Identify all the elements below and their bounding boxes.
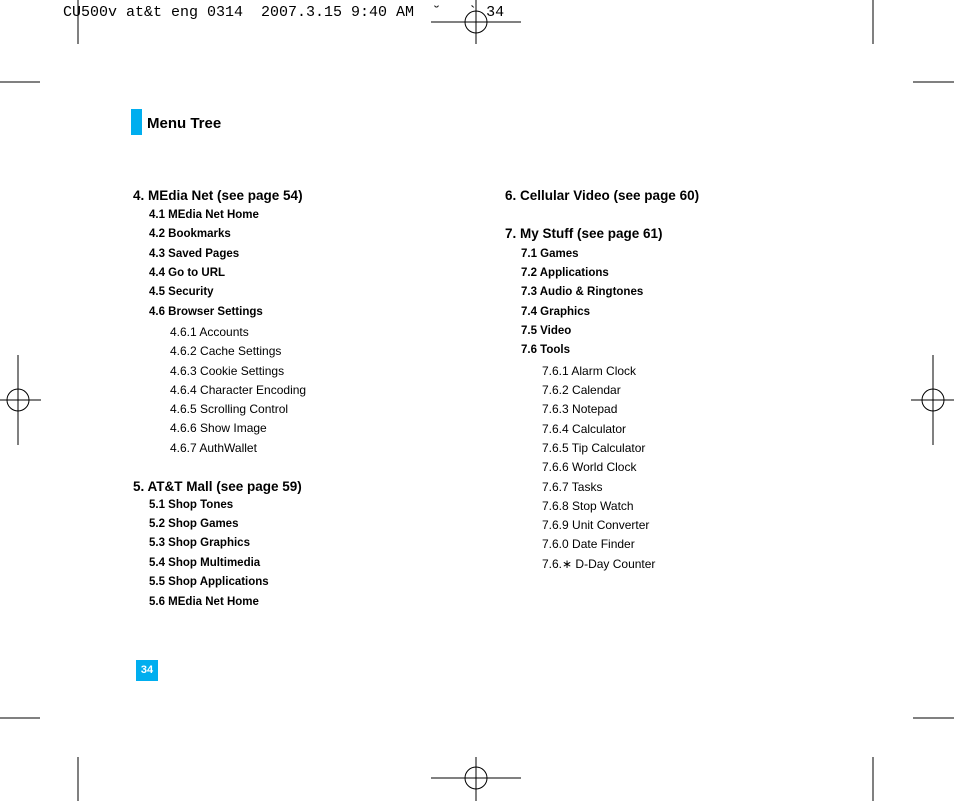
menu-item: 7.6 Tools (521, 344, 570, 356)
submenu-item: 7.6.7 Tasks (542, 480, 603, 494)
menu-item: 5.4 Shop Multimedia (149, 557, 261, 569)
submenu-item: 4.6.1 Accounts (170, 325, 249, 339)
submenu-item: 4.6.3 Cookie Settings (170, 364, 285, 378)
submenu-item: 7.6.4 Calculator (542, 422, 627, 436)
page-title: Menu Tree (147, 115, 222, 132)
submenu-item: 7.6.3 Notepad (542, 402, 618, 416)
submenu-item: 4.6.6 Show Image (170, 421, 267, 435)
section-title-my-stuff: 7. My Stuff (see page 61) (505, 226, 663, 241)
header-accent-bar (131, 109, 142, 135)
page-number-badge: 34 (136, 660, 158, 681)
submenu-item: 7.6.2 Calendar (542, 383, 621, 397)
print-slug: CU500v at&t eng 0314 2007.3.15 9:40 AM ˘ ` 34 (63, 4, 505, 21)
submenu-item: 7.6.0 Date Finder (542, 537, 635, 551)
menu-item: 5.5 Shop Applications (149, 576, 269, 588)
menu-item: 7.1 Games (521, 248, 579, 260)
submenu-item: 7.6.6 World Clock (542, 460, 637, 474)
submenu-item: 4.6.2 Cache Settings (170, 344, 282, 358)
menu-item: 7.3 Audio & Ringtones (521, 286, 644, 298)
submenu-item: 4.6.4 Character Encoding (170, 383, 307, 397)
submenu-item: 7.6.∗ D-Day Counter (542, 557, 656, 571)
submenu-item: 4.6.5 Scrolling Control (170, 402, 289, 416)
menu-item: 5.1 Shop Tones (149, 499, 234, 511)
section-title-media-net: 4. MEdia Net (see page 54) (133, 188, 303, 203)
submenu-item: 7.6.9 Unit Converter (542, 518, 650, 532)
section-title-att-mall: 5. AT&T Mall (see page 59) (133, 479, 302, 494)
submenu-item: 7.6.1 Alarm Clock (542, 364, 637, 378)
menu-item: 4.1 MEdia Net Home (149, 209, 259, 221)
menu-item: 4.5 Security (149, 286, 214, 298)
submenu-item: 7.6.5 Tip Calculator (542, 441, 646, 455)
menu-item: 5.3 Shop Graphics (149, 537, 250, 549)
menu-item: 4.2 Bookmarks (149, 228, 231, 240)
menu-item: 4.3 Saved Pages (149, 248, 240, 260)
menu-item: 7.5 Video (521, 325, 572, 337)
submenu-item: 4.6.7 AuthWallet (170, 441, 257, 455)
menu-item: 5.6 MEdia Net Home (149, 596, 259, 608)
menu-item: 7.4 Graphics (521, 306, 591, 318)
section-title-cellular-video: 6. Cellular Video (see page 60) (505, 188, 700, 203)
menu-item: 7.2 Applications (521, 267, 609, 279)
submenu-item: 7.6.8 Stop Watch (542, 499, 634, 513)
menu-item: 5.2 Shop Games (149, 518, 239, 530)
menu-item: 4.4 Go to URL (149, 267, 226, 279)
menu-item: 4.6 Browser Settings (149, 306, 263, 318)
